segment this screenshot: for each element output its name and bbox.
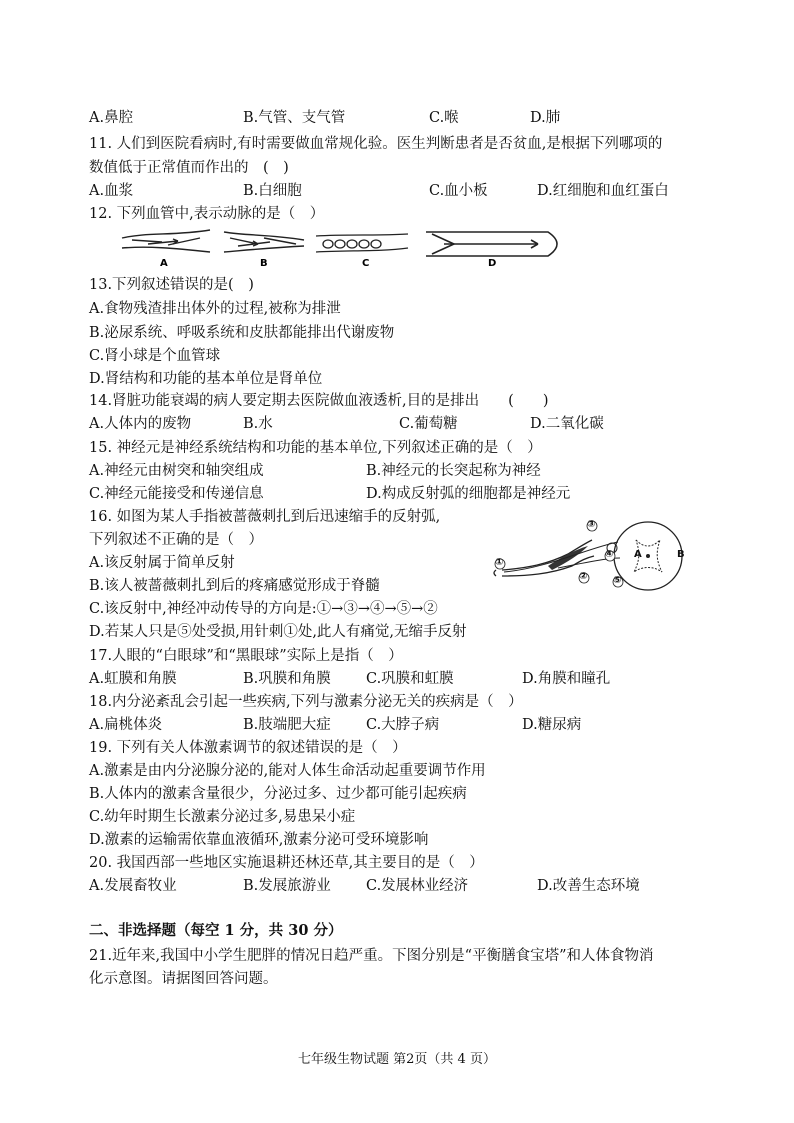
q16-option-d: D.若某人只是⑤处受损,用针刺①处,此人有痛觉,无缩手反射	[89, 624, 467, 640]
q15-options-row1	[89, 461, 729, 481]
reflex-label-1: ①	[495, 557, 504, 568]
q13-option-b: B.泌尿系统、呼吸系统和皮肤都能排出代谢废物	[89, 325, 395, 341]
q17-stem: 17.人眼的“白眼球”和“黑眼球”实际上是指（ ）	[89, 648, 403, 664]
q18-option-c: C.大脖子病	[366, 717, 440, 733]
q10-option-a: A.鼻腔	[89, 110, 134, 126]
q14-stem: 14.肾脏功能衰竭的病人要定期去医院做血液透析,目的是排出 ( )	[89, 393, 549, 409]
reflex-label-b: B	[677, 549, 685, 560]
reflex-label-3: ③	[587, 519, 596, 530]
q20-option-d: D.改善生态环境	[537, 878, 640, 894]
vessel-b-label: B	[260, 258, 268, 269]
q11-option-b: B.白细胞	[243, 183, 302, 199]
q14-option-b: B.水	[243, 416, 273, 432]
q19-option-c: C.幼年时期生长激素分泌过多,易患呆小症	[89, 809, 356, 825]
q10-option-c: C.喉	[429, 110, 459, 126]
blood-vessel-diagram	[118, 226, 568, 270]
q11-option-c: C.血小板	[429, 183, 488, 199]
vessel-a-label: A	[160, 258, 168, 269]
q16-option-a: A.该反射属于简单反射	[89, 555, 235, 571]
q19-option-d: D.激素的运输需依靠血液循环,激素分泌可受环境影响	[89, 832, 429, 848]
reflex-label-a: A	[634, 549, 642, 560]
q16-stem-line2: 下列叙述不正确的是（ ）	[89, 532, 263, 548]
q17-option-b: B.巩膜和角膜	[243, 671, 331, 687]
q21-stem-line2: 化示意图。请据图回答问题。	[89, 971, 278, 987]
reflex-label-5: ⑤	[613, 575, 622, 586]
q16-option-c: C.该反射中,神经冲动传导的方向是:①→③→④→⑤→②	[89, 601, 438, 617]
q20-option-a: A.发展畜牧业	[89, 878, 177, 894]
q14-option-d: D.二氧化碳	[530, 416, 604, 432]
reflex-label-4: ④	[605, 549, 614, 560]
vessel-a	[122, 230, 210, 252]
q15-options-row2	[89, 484, 729, 504]
q11-option-d: D.红细胞和血红蛋白	[537, 183, 669, 199]
q18-options	[89, 715, 729, 735]
q18-option-a: A.扁桃体炎	[89, 717, 163, 733]
q16-option-b: B.该人被蔷薇刺扎到后的疼痛感觉形成于脊髓	[89, 578, 380, 594]
q10-options	[89, 108, 729, 128]
q13-stem: 13.下列叙述错误的是( )	[89, 277, 254, 293]
q18-option-b: B.肢端肥大症	[243, 717, 331, 733]
q15-option-d: D.构成反射弧的细胞都是神经元	[366, 486, 571, 502]
q20-stem: 20. 我国西部一些地区实施退耕还林还草,其主要目的是（ ）	[89, 855, 484, 871]
q17-option-a: A.虹膜和角膜	[89, 671, 177, 687]
reflex-arc-diagram	[488, 518, 698, 598]
q10-option-b: B.气管、支气管	[243, 110, 346, 126]
q19-option-a: A.激素是由内分泌腺分泌的,能对人体生命活动起重要调节作用	[89, 763, 486, 779]
q14-options	[89, 414, 729, 434]
q13-option-d: D.肾结构和功能的基本单位是肾单位	[89, 371, 323, 387]
q12-stem: 12. 下列血管中,表示动脉的是（ ）	[89, 206, 325, 222]
q18-stem: 18.内分泌紊乱会引起一些疾病,下列与激素分泌无关的疾病是（ ）	[89, 694, 523, 710]
reflex-label-2: ②	[579, 571, 588, 582]
q15-option-b: B.神经元的长突起称为神经	[366, 463, 541, 479]
q14-option-c: C.葡萄糖	[399, 416, 458, 432]
q17-option-c: C.巩膜和虹膜	[366, 671, 454, 687]
q20-option-c: C.发展林业经济	[366, 878, 469, 894]
q20-options	[89, 876, 729, 896]
q16-stem-line1: 16. 如图为某人手指被蔷薇刺扎到后迅速缩手的反射弧,	[89, 509, 441, 525]
q17-option-d: D.角膜和瞳孔	[522, 671, 611, 687]
q17-options	[89, 669, 729, 689]
q15-stem: 15. 神经元是神经系统结构和功能的基本单位,下列叙述正确的是（ ）	[89, 440, 542, 456]
q20-option-b: B.发展旅游业	[243, 878, 331, 894]
q15-option-a: A.神经元由树突和轴突组成	[89, 463, 264, 479]
q18-option-d: D.糖尿病	[522, 717, 582, 733]
q13-option-c: C.肾小球是个血管球	[89, 348, 221, 364]
vessel-d-label: D	[488, 258, 497, 269]
vessel-b	[224, 232, 304, 252]
q13-option-a: A.食物残渣排出体外的过程,被称为排泄	[89, 301, 341, 317]
vessel-c-label: C	[362, 258, 370, 269]
q14-option-a: A.人体内的废物	[89, 416, 192, 432]
q15-option-c: C.神经元能接受和传递信息	[89, 486, 264, 502]
q11-stem-line2: 数值低于正常值而作出的 ( )	[89, 160, 289, 176]
vessel-c	[316, 234, 408, 252]
q11-option-a: A.血浆	[89, 183, 134, 199]
vessel-d	[426, 232, 557, 256]
q10-option-d: D.肺	[530, 110, 561, 126]
section-2-title: 二、非选择题（每空 1 分，共 30 分）	[89, 922, 343, 939]
page-footer: 七年级生物试题 第2页（共 4 页）	[298, 1052, 496, 1067]
q21-stem-line1: 21.近年来,我国中小学生肥胖的情况日趋严重。下图分别是“平衡膳食宝塔”和人体食物消	[89, 948, 654, 964]
q11-stem-line1: 11. 人们到医院看病时,有时需要做血常规化验。医生判断患者是否贫血,是根据下列哪项的	[89, 136, 663, 152]
q19-option-b: B.人体内的激素含量很少，分泌过多、过少都可能引起疾病	[89, 786, 467, 802]
q11-options	[89, 181, 729, 201]
q19-stem: 19. 下列有关人体激素调节的叙述错误的是（ ）	[89, 740, 407, 756]
